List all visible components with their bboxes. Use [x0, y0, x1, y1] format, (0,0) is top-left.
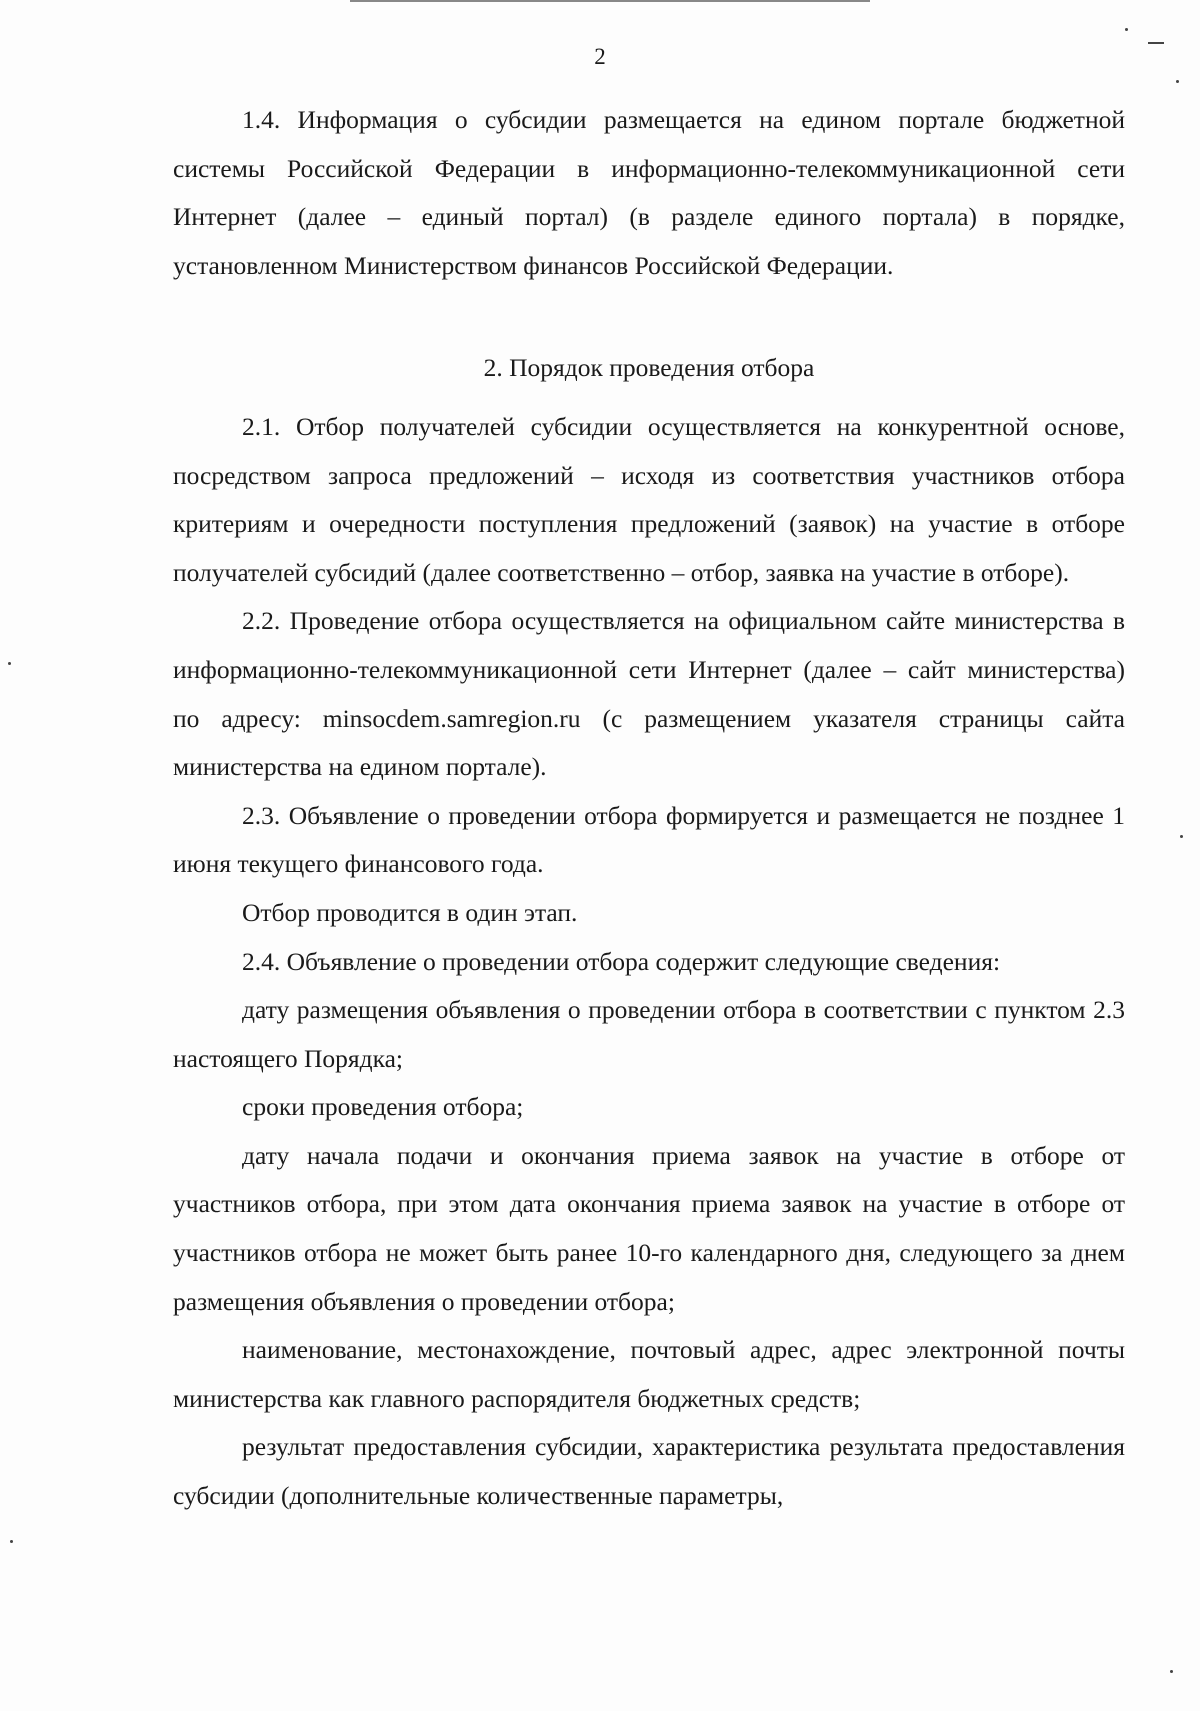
- scan-speck: [1170, 1670, 1173, 1673]
- scan-speck: [1148, 42, 1164, 44]
- list-item-ministry-contacts: наименование, местонахождение, почтовый адрес, адрес электронной почты министерства как главного распорядителя бюджетных средств;: [173, 1335, 1125, 1413]
- list-item-application-dates: дату начала подачи и окончания приема заявок на участие в отборе от участников отбора, при этом дата окончания приема заявок на участие в отборе от участников отбора не может быть ранее 10-го календарного дня, следующего за днем размещения объявления о проведении отбора;: [173, 1140, 1125, 1316]
- paragraph-2-2: 2.2. Проведение отбора осуществляется на официальном сайте министерства в информационно-телекоммуникационной сети Интернет (далее – сайт министерства) по адресу: minsocdem.samregion.ru (с размещением указателя страницы сайта министерства на едином портале).: [173, 606, 1125, 782]
- scan-speck: [8, 662, 11, 665]
- scan-speck: [1180, 835, 1183, 838]
- paragraph-2-3: 2.3. Объявление о проведении отбора формируется и размещается не позднее 1 июня текущего финансового года.: [173, 800, 1125, 879]
- list-item-terms: сроки проведения отбора;: [242, 1092, 524, 1122]
- section-heading: 2. Порядок проведения отбора: [483, 353, 815, 383]
- page-number: 2: [594, 44, 606, 69]
- scan-artifact-line: [350, 0, 870, 2]
- scan-speck: [1125, 28, 1128, 31]
- list-item-result: результат предоставления субсидии, характеристика результата предоставления субсидии (дополнительные количественные параметры,: [173, 1432, 1125, 1511]
- list-item-date: дату размещения объявления о проведении отбора в соответствии с пунктом 2.3 настоящего Порядка;: [173, 995, 1125, 1073]
- paragraph-2-1: 2.1. Отбор получателей субсидии осуществляется на конкурентной основе, посредством запроса предложений – исходя из соответствия участников отбора критериям и очередности поступления предложений (заявок) на участие в отборе получателей субсидий (далее соответственно – отбор, заявка на участие в отборе).: [173, 411, 1125, 587]
- document-body: [173, 96, 1125, 1521]
- scan-speck: [1176, 80, 1179, 83]
- scan-speck: [10, 1540, 13, 1543]
- paragraph-1-4: 1.4. Информация о субсидии размещается на едином портале бюджетной системы Российской Федерации в информационно-телекоммуникационной сети Интернет (далее – единый портал) (в разделе единого портала) в порядке, установленном Министерством финансов Российской Федерации.: [173, 105, 1125, 280]
- paragraph-2-4: 2.4. Объявление о проведении отбора содержит следующие сведения:: [242, 946, 1001, 976]
- paragraph-stage: Отбор проводится в один этап.: [242, 897, 578, 927]
